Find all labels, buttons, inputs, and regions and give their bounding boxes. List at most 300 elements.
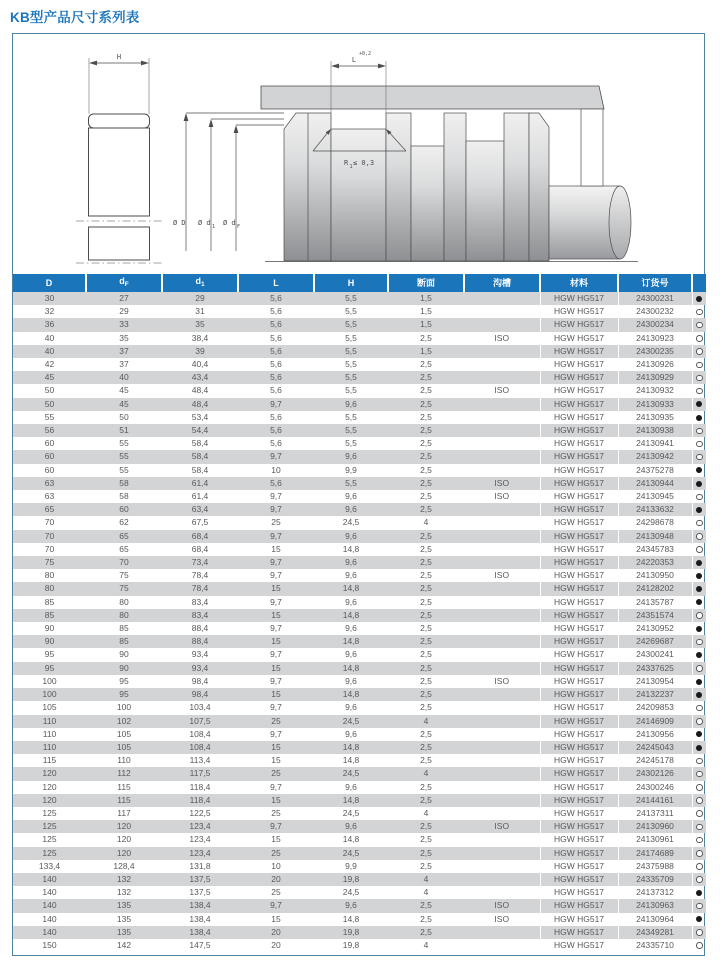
open-dot-icon: [696, 612, 703, 619]
table-cell: 50: [119, 411, 129, 422]
table-row: [13, 556, 706, 569]
table-cell: 24,5: [342, 887, 360, 898]
table-row: [13, 648, 706, 661]
table-row: [13, 688, 706, 701]
open-dot-icon: [696, 863, 703, 870]
table-cell: 24130942: [618, 450, 692, 463]
table-cell: 120: [116, 834, 132, 845]
table-cell: 100: [13, 688, 86, 701]
l-dimension: [331, 51, 386, 68]
table-cell: 55: [44, 411, 55, 422]
table-cell: 55: [86, 450, 162, 463]
table-cell: HGW HG517: [540, 701, 618, 714]
dia-df-label: Ø d: [223, 219, 236, 227]
table-cell: 140: [13, 873, 86, 886]
table-cell: 2,5: [388, 582, 464, 595]
table-row: [13, 728, 706, 741]
table-cell: HGW HG517: [540, 543, 618, 556]
table-cell: HGW HG517: [540, 847, 618, 860]
availability-cell: [692, 411, 706, 424]
table-cell: 68,4: [191, 543, 209, 554]
table-row: [13, 596, 706, 609]
table-cell: HGW HG517: [540, 477, 618, 490]
table-cell: ISO: [494, 332, 510, 343]
table-row: [13, 424, 706, 437]
table-cell: 24209853: [618, 701, 692, 714]
table-cell: HGW HG517: [540, 794, 618, 807]
table-cell: 9,6: [314, 899, 388, 912]
table-cell: 5,5: [314, 477, 388, 490]
table-cell: 40: [44, 332, 55, 343]
table-cell: 24130941: [618, 437, 692, 450]
housing-bar: [261, 86, 604, 109]
table-row: [13, 464, 706, 477]
table-row: [13, 741, 706, 754]
filled-dot-icon: [696, 507, 702, 513]
table-cell: 9,6: [314, 556, 388, 569]
table-cell: HGW HG517: [540, 609, 618, 622]
table-cell: [464, 371, 540, 384]
table-cell: 29: [119, 306, 129, 317]
filled-dot-icon: [696, 652, 702, 658]
table-cell: 75: [86, 582, 162, 595]
column-header-l: L: [238, 274, 314, 292]
table-cell: 2,5: [388, 847, 464, 860]
open-dot-icon: [696, 903, 703, 910]
table-cell: 14,8: [314, 688, 388, 701]
table-cell: 15: [238, 609, 314, 622]
table-cell: 54,4: [162, 424, 238, 437]
table-cell: 24130956: [618, 728, 692, 741]
availability-cell: [692, 450, 706, 463]
table-cell: 58: [86, 477, 162, 490]
table-cell: 35: [162, 318, 238, 331]
table-row: [13, 662, 706, 675]
table-cell: 113,4: [189, 755, 211, 766]
availability-cell: [692, 635, 706, 648]
table-cell: 58,4: [191, 464, 209, 475]
seal-ring-section: [89, 114, 150, 260]
table-row: [13, 847, 706, 860]
table-row: [13, 701, 706, 714]
table-row: [13, 490, 706, 503]
table-cell: 45: [119, 385, 129, 396]
table-cell: 24269687: [618, 635, 692, 648]
h-dim-extension-lines: [89, 58, 149, 114]
column-header-df: $d_F$: [86, 274, 162, 292]
table-cell: 142: [116, 939, 132, 950]
table-cell: 45: [13, 371, 86, 384]
table-cell: 80: [13, 582, 86, 595]
table-header-row: [13, 274, 706, 292]
table-cell: 2,5: [420, 675, 432, 686]
table-cell: 105: [116, 728, 132, 739]
table-cell: HGW HG517: [540, 622, 618, 635]
shaft-body: [284, 109, 631, 261]
table-cell: 122,5: [189, 807, 211, 818]
filled-dot-icon: [696, 890, 702, 896]
table-cell: 1,5: [388, 345, 464, 358]
table-cell: 14,8: [314, 741, 388, 754]
open-dot-icon: [696, 705, 703, 712]
table-cell: 67,5: [191, 517, 209, 528]
table-cell: 85: [86, 635, 162, 648]
table-cell: [464, 596, 540, 609]
table-cell: 15: [271, 543, 281, 554]
table-cell: 9,7: [238, 899, 314, 912]
table-cell: 31: [195, 306, 205, 317]
table-cell: 117: [117, 807, 131, 818]
table-cell: 5,5: [345, 411, 357, 422]
availability-cell: [692, 926, 706, 939]
table-cell: 24,5: [342, 517, 360, 528]
table-cell: 2,5: [420, 649, 432, 660]
table-cell: 93,4: [191, 649, 209, 660]
table-cell: HGW HG517: [540, 530, 618, 543]
table-cell: 14,8: [342, 543, 360, 554]
table-cell: 9,7: [270, 702, 282, 713]
table-cell: 9,7: [238, 503, 314, 516]
table-row: [13, 781, 706, 794]
availability-cell: [692, 358, 706, 371]
table-cell: [464, 635, 540, 648]
open-dot-icon: [696, 824, 703, 831]
table-cell: 9,7: [270, 675, 282, 686]
table-cell: 5,5: [345, 359, 357, 370]
table-cell: 37: [86, 345, 162, 358]
table-cell: 61,4: [191, 491, 209, 502]
table-cell: [464, 305, 540, 318]
table-row: [13, 715, 706, 728]
table-cell: 9,7: [270, 728, 282, 739]
table-cell: 9,7: [270, 781, 282, 792]
table-cell: HGW HG517: [540, 398, 618, 411]
table-cell: 50: [13, 398, 86, 411]
table-cell: 56: [13, 424, 86, 437]
availability-cell: [692, 530, 706, 543]
filled-dot-icon: [696, 401, 702, 407]
table-cell: HGW HG517: [540, 728, 618, 741]
filled-dot-icon: [696, 599, 702, 605]
table-cell: HGW HG517: [540, 437, 618, 450]
open-dot-icon: [696, 810, 703, 817]
table-cell: [464, 701, 540, 714]
table-cell: 2,5: [420, 411, 432, 422]
table-cell: 4: [388, 767, 464, 780]
table-cell: [464, 450, 540, 463]
table-cell: 39: [162, 345, 238, 358]
table-cell: 55: [119, 438, 129, 449]
table-row: [13, 332, 706, 345]
table-cell: 25: [271, 887, 281, 898]
table-cell: 36: [13, 318, 86, 331]
table-cell: 15: [238, 635, 314, 648]
table-cell: 137,5: [162, 873, 238, 886]
open-dot-icon: [696, 322, 703, 329]
table-cell: 80: [86, 609, 162, 622]
table-cell: 85: [44, 596, 55, 607]
table-cell: ISO: [464, 477, 540, 490]
table-cell: [464, 345, 540, 358]
table-cell: HGW HG517: [540, 556, 618, 569]
table-cell: 33: [86, 318, 162, 331]
table-row: [13, 411, 706, 424]
open-dot-icon: [696, 362, 703, 369]
filled-dot-icon: [696, 573, 702, 579]
table-cell: HGW HG517: [540, 781, 618, 794]
availability-cell: [692, 543, 706, 556]
table-cell: 137,5: [189, 887, 211, 898]
open-dot-icon: [696, 639, 703, 646]
table-cell: 9,7: [270, 623, 282, 634]
availability-cell: [692, 754, 706, 767]
table-cell: [464, 609, 540, 622]
table-cell: 108,4: [162, 741, 238, 754]
table-cell: 2,5: [420, 491, 432, 502]
table-cell: 15: [238, 662, 314, 675]
table-cell: 24300235: [618, 345, 692, 358]
table-cell: 2,5: [420, 860, 432, 871]
table-row: [13, 899, 706, 912]
column-header-order-number: 订货号: [618, 274, 692, 292]
table-cell: 9,6: [314, 398, 388, 411]
table-cell: 24,5: [342, 807, 360, 818]
table-cell: 9,7: [270, 491, 282, 502]
availability-cell: [692, 622, 706, 635]
table-cell: 58,4: [191, 438, 209, 449]
availability-cell: [692, 424, 706, 437]
table-row: [13, 754, 706, 767]
table-cell: 24130932: [618, 384, 692, 397]
table-cell: 50: [44, 385, 55, 396]
table-cell: 4: [423, 939, 429, 950]
table-cell: 61,4: [162, 477, 238, 490]
table-cell: [464, 464, 540, 477]
table-cell: 9,6: [314, 530, 388, 543]
table-cell: 88,4: [162, 635, 238, 648]
table-cell: 20: [271, 939, 281, 950]
table-cell: [464, 728, 540, 741]
table-cell: 14,8: [342, 755, 360, 766]
table-cell: 15: [238, 582, 314, 595]
table-cell: 2,5: [388, 741, 464, 754]
table-cell: 2,5: [388, 609, 464, 622]
filled-dot-icon: [696, 731, 702, 737]
table-cell: 24245178: [618, 754, 692, 767]
open-dot-icon: [696, 942, 703, 949]
table-cell: [464, 860, 540, 873]
table-row: [13, 913, 706, 926]
table-cell: 135: [86, 899, 162, 912]
table-cell: 60: [44, 438, 55, 449]
table-cell: 1,5: [420, 306, 432, 317]
table-cell: 75: [119, 570, 129, 581]
table-cell: 9,7: [238, 556, 314, 569]
table-cell: 63: [13, 477, 86, 490]
table-cell: 2,5: [420, 359, 432, 370]
table-cell: 40: [86, 371, 162, 384]
table-cell: 95: [44, 649, 55, 660]
table-cell: 25: [238, 715, 314, 728]
table-cell: 120: [42, 781, 57, 792]
table-cell: 2,5: [420, 755, 432, 766]
filled-dot-icon: [696, 626, 702, 632]
availability-cell: [692, 767, 706, 780]
table-cell: 65: [13, 503, 86, 516]
table-cell: 24130935: [618, 411, 692, 424]
table-cell: 9,7: [238, 530, 314, 543]
table-cell: HGW HG517: [540, 662, 618, 675]
table-cell: 14,8: [314, 662, 388, 675]
table-cell: 24300246: [618, 781, 692, 794]
column-header-groove: 沟槽: [464, 274, 540, 292]
table-cell: 24146909: [618, 715, 692, 728]
table-cell: 25: [271, 807, 281, 818]
table-row: [13, 833, 706, 846]
table-cell: [464, 622, 540, 635]
table-cell: 70: [44, 517, 55, 528]
table-row: [13, 450, 706, 463]
table-cell: 32: [44, 306, 55, 317]
table-cell: 103,4: [189, 702, 211, 713]
table-cell: [464, 886, 540, 899]
table-cell: 150: [42, 939, 57, 950]
r1-sub: 1: [349, 164, 353, 170]
table-cell: HGW HG517: [540, 318, 618, 331]
table-cell: [464, 662, 540, 675]
technical-drawing: [13, 34, 704, 274]
table-cell: 132: [116, 887, 132, 898]
table-cell: 19,8: [314, 873, 388, 886]
table-cell: 24245043: [618, 741, 692, 754]
table-cell: 9,7: [270, 570, 282, 581]
table-cell: 9,6: [345, 623, 357, 634]
table-cell: HGW HG517: [540, 899, 618, 912]
table-cell: 9,6: [345, 570, 357, 581]
table-cell: 9,7: [270, 649, 282, 660]
table-cell: 78,4: [191, 570, 209, 581]
table-cell: ISO: [494, 675, 510, 686]
table-cell: ISO: [494, 913, 510, 924]
table-cell: [464, 794, 540, 807]
table-cell: 117,5: [162, 767, 238, 780]
table-cell: 24144161: [618, 794, 692, 807]
table-cell: 24128202: [618, 582, 692, 595]
table-cell: 2,5: [420, 543, 432, 554]
table-cell: 9,7: [238, 398, 314, 411]
table-cell: 2,5: [420, 385, 432, 396]
availability-cell: [692, 873, 706, 886]
table-row: [13, 582, 706, 595]
table-cell: [464, 767, 540, 780]
table-cell: 24130923: [618, 332, 692, 345]
table-cell: 2,5: [420, 702, 432, 713]
table-cell: HGW HG517: [540, 411, 618, 424]
table-cell: 78,4: [162, 582, 238, 595]
table-cell: 24137312: [618, 886, 692, 899]
table-cell: [464, 411, 540, 424]
table-row: [13, 873, 706, 886]
table-cell: 110: [42, 728, 57, 739]
table-cell: 5,6: [238, 371, 314, 384]
table-cell: HGW HG517: [540, 833, 618, 846]
table-cell: 2,5: [420, 781, 432, 792]
table-cell: 2,5: [420, 623, 432, 634]
table-row: [13, 543, 706, 556]
filled-dot-icon: [696, 481, 702, 487]
table-cell: 80: [44, 570, 55, 581]
table-cell: 45: [86, 398, 162, 411]
column-header-d: D: [13, 274, 86, 292]
availability-cell: [692, 728, 706, 741]
table-cell: 85: [13, 609, 86, 622]
table-cell: 100: [42, 675, 57, 686]
table-cell: 24130963: [618, 899, 692, 912]
table-cell: 115: [42, 755, 57, 766]
availability-cell: [692, 820, 706, 833]
table-cell: HGW HG517: [540, 569, 618, 582]
table-cell: 27: [86, 292, 162, 305]
table-row: [13, 384, 706, 397]
table-cell: 2,5: [388, 530, 464, 543]
table-cell: [464, 556, 540, 569]
column-header-d1: $d_1$: [162, 274, 238, 292]
open-dot-icon: [696, 441, 703, 448]
table-row: [13, 926, 706, 939]
table-row: [13, 886, 706, 899]
table-cell: 65: [86, 530, 162, 543]
availability-cell: [692, 833, 706, 846]
table-cell: 4: [423, 887, 429, 898]
diameter-dim-lines: [186, 113, 284, 251]
table-cell: 90: [13, 635, 86, 648]
table-cell: HGW HG517: [540, 345, 618, 358]
table-cell: 9,6: [345, 781, 357, 792]
availability-cell: [692, 332, 706, 345]
table-cell: 24174689: [618, 847, 692, 860]
table-cell: 2,5: [388, 556, 464, 569]
availability-cell: [692, 292, 706, 305]
table-row: [13, 622, 706, 635]
table-cell: 120: [13, 767, 86, 780]
column-header-material: 材料: [540, 274, 618, 292]
table-cell: 9,6: [345, 491, 357, 502]
table-cell: HGW HG517: [540, 450, 618, 463]
column-header-section: 断面: [388, 274, 464, 292]
open-dot-icon: [696, 758, 703, 765]
table-cell: 2,5: [420, 570, 432, 581]
table-cell: 5,5: [314, 318, 388, 331]
table-cell: HGW HG517: [540, 873, 618, 886]
table-cell: 4: [423, 807, 429, 818]
table-cell: [464, 437, 540, 450]
table-cell: 24130960: [618, 820, 692, 833]
table-cell: 24298678: [618, 516, 692, 529]
table-cell: HGW HG517: [540, 754, 618, 767]
table-cell: 24130964: [618, 913, 692, 926]
dia-df-sub: F: [237, 224, 241, 230]
table-cell: 10: [271, 860, 281, 871]
table-body: [13, 292, 706, 952]
table-cell: 125: [13, 847, 86, 860]
table-cell: 24335710: [618, 939, 692, 952]
table-cell: 24349281: [618, 926, 692, 939]
table-cell: 24351574: [618, 609, 692, 622]
table-cell: 128,4: [113, 860, 135, 871]
table-cell: HGW HG517: [540, 358, 618, 371]
table-cell: 88,4: [191, 623, 209, 634]
table-cell: 24135787: [618, 596, 692, 609]
